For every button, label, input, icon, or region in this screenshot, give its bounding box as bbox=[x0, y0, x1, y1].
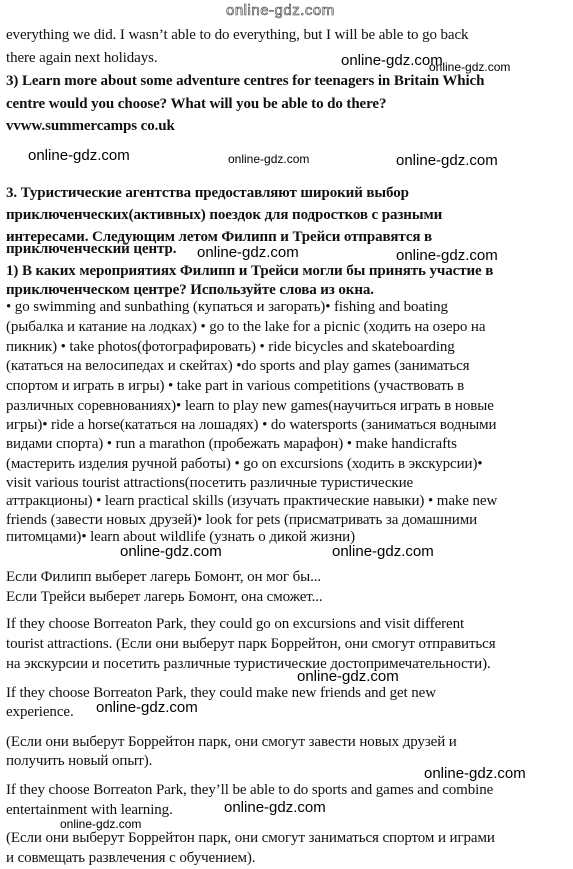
question-heading: приключенческом центре? Используйте слова из окна. bbox=[6, 282, 374, 298]
answer-line: получить новый опыт). bbox=[6, 753, 153, 769]
question-heading: 1) В каких мероприятиях Филипп и Трейси могли бы принять участие в bbox=[6, 263, 494, 279]
word-list-line: visit various tourist attractions(посетить различные туристические bbox=[6, 475, 414, 491]
answer-line: (Если они выберут Боррейтон парк, они смогут заниматься спортом и играми bbox=[6, 830, 495, 846]
answer-line: experience. bbox=[6, 704, 74, 720]
exercise-heading: 3. Туристические агентства предоставляют широкий выбор bbox=[6, 185, 409, 201]
answer-line: If they choose Borreaton Park, they could make new friends and get new bbox=[6, 685, 436, 701]
answer-line: и совмещать развлечения с обучением). bbox=[6, 850, 256, 866]
word-list-line: питомцами)• learn about wildlife (узнать о дикой жизни) bbox=[6, 529, 355, 545]
watermark: online-gdz.com bbox=[96, 699, 198, 716]
task-heading: centre would you choose? What will you be able to do there? bbox=[6, 96, 387, 112]
watermark: online-gdz.com bbox=[60, 817, 142, 831]
word-list-line: различных соревнованиях)• learn to play new games(научиться играть в новые bbox=[6, 398, 494, 414]
answer-line: If they choose Borreaton Park, they could go on excursions and visit different bbox=[6, 616, 465, 632]
word-list-line: • go swimming and sunbathing (купаться и загорать)• fishing and boating bbox=[6, 299, 448, 315]
watermark: online-gdz.com bbox=[297, 668, 399, 685]
word-list-line: пикник) • take photos(фотографировать) • ride bicycles and skateboarding bbox=[6, 339, 455, 355]
watermark: online-gdz.com bbox=[228, 152, 310, 166]
answer-line: entertainment with learning. bbox=[6, 802, 173, 818]
watermark: online-gdz.com bbox=[120, 543, 222, 560]
watermark: online-gdz.com bbox=[341, 52, 443, 69]
word-list-line: аттракционы) • learn practical skills (изучать практические навыки) • make new bbox=[6, 493, 498, 509]
word-list-line: (мастерить изделия ручной работы) • go on excursions (ходить в экскурсии)• bbox=[6, 456, 483, 472]
watermark: online-gdz.com bbox=[396, 247, 498, 264]
answer-line: на экскурсии и посетить различные туристические достопримечательности). bbox=[6, 656, 491, 672]
answer-line: tourist attractions. (Если они выберут парк Боррейтон, они смогут отправиться bbox=[6, 636, 496, 652]
website-reference: vvww.summercamps co.uk bbox=[6, 118, 175, 134]
task-heading: 3) Learn more about some adventure centres for teenagers in Britain Which bbox=[6, 73, 485, 89]
watermark: online-gdz.com bbox=[332, 543, 434, 560]
word-list-line: (рыбалка и катание на лодках) • go to the lake for a picnic (ходить на озеро на bbox=[6, 319, 486, 335]
sentence-template: Если Филипп выберет лагерь Бомонт, он мог бы... bbox=[6, 569, 322, 585]
word-list-line: friends (завести новых друзей)• look for pets (присматривать за домашними bbox=[6, 512, 478, 528]
exercise-heading: приключенческих(активных) поездок для подростков с разными bbox=[6, 207, 443, 223]
sentence-template: Если Трейси выберет лагерь Бомонт, она сможет... bbox=[6, 589, 323, 605]
word-list-line: (кататься на велосипедах и скейтах) •do sports and play games (заниматься bbox=[6, 358, 470, 374]
answer-line: If they choose Borreaton Park, they’ll be able to do sports and games and combine bbox=[6, 782, 494, 798]
answer-line: (Если они выберут Боррейтон парк, они смогут завести новых друзей и bbox=[6, 734, 457, 750]
watermark: online-gdz.com bbox=[226, 2, 335, 19]
exercise-heading: интересами. Следующим летом Филипп и Трейси отправятся в bbox=[6, 229, 433, 245]
word-list-line: спортом и играть в игры) • take part in various competitions (участвовать в bbox=[6, 378, 465, 394]
word-list-line: игры)• ride a horse(кататься на лошадях) • do watersports (заниматься водными bbox=[6, 417, 497, 433]
word-list-line: видами спорта) • run a marathon (пробежать марафон) • make handicrafts bbox=[6, 436, 457, 452]
text-line: there again next holidays. bbox=[6, 50, 158, 66]
text-line: everything we did. I wasn’t able to do everything, but I will be able to go back bbox=[6, 27, 469, 43]
watermark: online-gdz.com bbox=[424, 765, 526, 782]
watermark: online-gdz.com bbox=[197, 244, 299, 261]
watermark: online-gdz.com bbox=[429, 60, 511, 74]
watermark: online-gdz.com bbox=[224, 799, 326, 816]
watermark: online-gdz.com bbox=[396, 152, 498, 169]
exercise-heading: приключенческий центр. bbox=[6, 241, 177, 257]
watermark: online-gdz.com bbox=[28, 147, 130, 164]
